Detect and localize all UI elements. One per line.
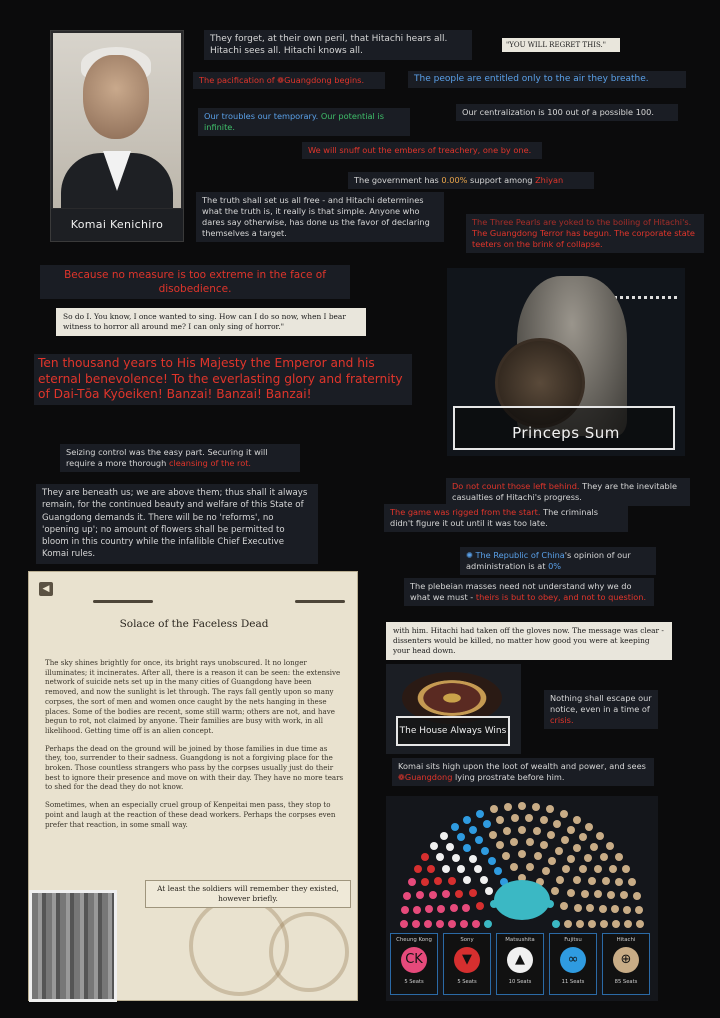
- parliament-seat: [490, 805, 498, 813]
- roc-flag-icon: ✺: [466, 550, 473, 560]
- guangdong-flag-icon: ❁: [277, 75, 285, 85]
- parliament-seat: [510, 838, 518, 846]
- parliament-seat: [484, 920, 492, 928]
- document-paragraph: Sometimes, when an especially cruel group of Kenpeitai men pass, they stop to point and laugh at the reaction of these dead workers. Perhaps the corpses even prefer that reaction, in some small way.: [45, 800, 336, 829]
- parliament-seat: [615, 878, 623, 886]
- parliament-seat: [553, 820, 561, 828]
- document-paragraph: Perhaps the dead on the ground will be joined by those families in due time as they, too, surrender to their sadness. Guangdong is not a forgiving place for the broken. Those countless strangers who pass by the corpses usually just do their best to ignore their presence and move on with their day. They have no more tears to shed for the dead they do not know.: [45, 743, 344, 792]
- tooltip-gloves-off: with him. Hitachi had taken off the gloves now. The message was clear - dissenters would be killed, no matter how good you were at keeping your head down.: [386, 622, 672, 660]
- parliament-seat: [437, 905, 445, 913]
- parliament-seat: [546, 805, 554, 813]
- tooltip-snuff-embers: We will snuff out the embers of treachery, one by one.: [302, 142, 542, 159]
- parliament-seat: [427, 865, 435, 873]
- document-quote: At least the soldiers will remember they existed, however briefly.: [145, 880, 351, 908]
- parliament-seat: [635, 906, 643, 914]
- parliament-seat: [594, 865, 602, 873]
- parliament-seat: [579, 833, 587, 841]
- parliament-seat: [481, 847, 489, 855]
- tooltip-air-they-breathe: The people are entitled only to the air they breathe.: [408, 71, 686, 88]
- tooltip-komai-loot: Komai sits high upon the loot of wealth and power, and sees ❁Guangdong lying prostrate before him.: [392, 758, 654, 786]
- parliament-seat: [609, 865, 617, 873]
- parliament-seat: [540, 841, 548, 849]
- parliament-seat: [446, 843, 454, 851]
- parliament-seat: [496, 816, 504, 824]
- parliament-seat: [532, 803, 540, 811]
- parliament-seat: [579, 865, 587, 873]
- parliament-seat: [623, 906, 631, 914]
- parliament-seat: [581, 890, 589, 898]
- parliament-seat: [400, 920, 408, 928]
- parliament-seat: [561, 836, 569, 844]
- house-caption: The House Always Wins: [396, 716, 510, 746]
- parliament-seat: [607, 891, 615, 899]
- parliament-seat: [503, 827, 511, 835]
- parliament-seat: [599, 905, 607, 913]
- event-document: [28, 571, 358, 1001]
- parliament-seat: [412, 920, 420, 928]
- parliament-seat: [615, 853, 623, 861]
- parliament-seat: [585, 823, 593, 831]
- parliament-seat: [555, 847, 563, 855]
- event-image-princeps-sum[interactable]: [447, 268, 685, 456]
- parliament-seat: [469, 855, 477, 863]
- event-image-house-wins[interactable]: [386, 664, 521, 754]
- parliament-seat: [463, 844, 471, 852]
- parliament-seat: [489, 831, 497, 839]
- party-card[interactable]: [496, 933, 544, 995]
- parliament-seat: [469, 826, 477, 834]
- tooltip-support-zhiyan: The government has 0.00% support among Zhiyan: [348, 172, 594, 189]
- parliament-seat: [457, 865, 465, 873]
- tooltip-left-behind: Do not count those left behind. They are the inevitable casualties of Hitachi's progress.: [446, 478, 690, 506]
- tooltip-beneath-us: They are beneath us; we are above them; thus shall it always remain, for the continued beauty and welfare of this State of Guangdong demands it. There will be no 'reforms', no 'opening up'; no amount of flowers shall be permitted to bloom in this country while the infallible Chief Executive Komai rules.: [36, 484, 318, 564]
- parliament-seat: [502, 852, 510, 860]
- parliament-seat: [534, 852, 542, 860]
- parliament-seat: [573, 816, 581, 824]
- parliament-seat: [448, 877, 456, 885]
- parliament-seat: [485, 887, 493, 895]
- parliament-seat: [442, 865, 450, 873]
- parliament-seat: [442, 890, 450, 898]
- parliament-seat: [476, 902, 484, 910]
- parliament-seat: [606, 842, 614, 850]
- party-card[interactable]: [390, 933, 438, 995]
- party-logo-icon: ⊕: [613, 947, 639, 973]
- parliament-seat: [547, 831, 555, 839]
- parliament-seat: [483, 820, 491, 828]
- parliament-seat: [633, 892, 641, 900]
- party-name: Cheung Kong: [396, 937, 432, 943]
- tooltip-troubles-temporary: Our troubles our temporary. Our potential is infinite.: [198, 108, 410, 136]
- parliament-seat: [430, 842, 438, 850]
- tooltip-hitachi-hears: They forget, at their own peril, that Hitachi hears all. Hitachi sees all. Hitachi knows all.: [204, 30, 472, 60]
- parliament-seat: [560, 902, 568, 910]
- party-seats: 85 Seats: [614, 979, 638, 985]
- parliament-seat: [463, 876, 471, 884]
- parliament-seat: [476, 810, 484, 818]
- parliament-seat: [611, 905, 619, 913]
- parliament-seat: [622, 865, 630, 873]
- party-logo-icon: CK: [401, 947, 427, 973]
- tooltip-rigged-game: The game was rigged from the start. The criminals didn't figure it out until it was too late.: [384, 504, 628, 532]
- tooltip-truth-free: The truth shall set us all free - and Hitachi determines what the truth is, it really is that simple. Anyone who dares say otherwise, has done us the favor of declaring themselves a target.: [196, 192, 444, 242]
- parliament-seat: [526, 863, 534, 871]
- parliament-seat: [518, 850, 526, 858]
- parliament-seat: [469, 889, 477, 897]
- parliament-seat: [416, 891, 424, 899]
- parliament-seat: [574, 904, 582, 912]
- parliament-seat: [414, 865, 422, 873]
- parliament-seat: [620, 891, 628, 899]
- parliament-seat: [590, 843, 598, 851]
- tooltip-sing-of-horror: So do I. You know, I once wanted to sing. How can I do so now, when I bear witness to horror all around me? I can only sing of horror.": [56, 308, 366, 336]
- parliament-seat: [408, 878, 416, 886]
- parliament-seat: [584, 854, 592, 862]
- parliament-seat: [586, 904, 594, 912]
- parliament-seat: [452, 854, 460, 862]
- parliament-seat: [567, 889, 575, 897]
- party-card[interactable]: [602, 933, 650, 995]
- party-name: Hitachi: [616, 937, 636, 943]
- party-name: Matsushita: [505, 937, 535, 943]
- leader-portrait[interactable]: [50, 30, 184, 242]
- parliament-seat: [525, 814, 533, 822]
- tooltip-seizing-control: Seizing control was the easy part. Securing it will require a more thorough cleansing of the rot.: [60, 444, 300, 472]
- statue-caption: Princeps Sum: [512, 424, 620, 442]
- parliament-seat: [542, 867, 550, 875]
- tooltip-centralization: Our centralization is 100 out of a possible 100.: [456, 104, 678, 121]
- parliament-seat: [403, 892, 411, 900]
- parliament-seat: [463, 816, 471, 824]
- coffee-stain: [269, 912, 349, 992]
- decor-bar: [295, 600, 345, 603]
- parliament-seat: [602, 877, 610, 885]
- parliament-seat: [576, 920, 584, 928]
- party-seats: 11 Seats: [561, 979, 585, 985]
- parliament-seat: [510, 863, 518, 871]
- parliament-seat: [628, 878, 636, 886]
- portrait-photo: [53, 33, 181, 208]
- parliament-seat: [588, 920, 596, 928]
- parliament-chart: [386, 796, 658, 1001]
- parliament-seat: [450, 904, 458, 912]
- tooltip-nothing-escape: Nothing shall escape our notice, even in a time of crisis.: [544, 690, 658, 729]
- party-card[interactable]: [443, 933, 491, 995]
- back-arrow-icon[interactable]: ◀: [39, 582, 53, 596]
- parliament-seat: [567, 826, 575, 834]
- tooltip-banzai: Ten thousand years to His Majesty the Emperor and his eternal benevolence! To the everlasting glory and fraternity of Dai-Tōa Kyōeiken! Banzai! Banzai! Banzai!: [34, 354, 412, 405]
- party-logo-icon: ▲: [507, 947, 533, 973]
- parliament-seat: [573, 876, 581, 884]
- parliament-seat: [518, 826, 526, 834]
- party-logo-icon: ▼: [454, 947, 480, 973]
- parliament-seat: [460, 920, 468, 928]
- parliament-seat: [540, 816, 548, 824]
- parliament-seat: [440, 832, 448, 840]
- party-seats: 10 Seats: [508, 979, 532, 985]
- document-paragraph: The sky shines brightly for once, its bright rays unobscured. It no longer illuminates; it incinerates. After all, there is a reason it can be seen: the extensive network of suicide nets set up in the many cities of Guangdong have been removed, and now the sunlight is let through. The rays fall gently upon so many corpses, the sort of men and women once caught by the nets hanging in these places. Some of the bodies are recent, some still warm; others are not, and have begun to rot, not claimed by anyone. Their families are busy with work, in all likelihood. Getting time off is an alien concept.: [45, 658, 341, 735]
- parliament-seat: [425, 905, 433, 913]
- parliament-seat: [436, 920, 444, 928]
- parliament-seat: [624, 920, 632, 928]
- parliament-seat: [475, 836, 483, 844]
- parliament-seat: [434, 877, 442, 885]
- parliament-seat: [494, 867, 502, 875]
- party-logo-icon: ∞: [560, 947, 586, 973]
- guangdong-flag-icon: ❁: [398, 772, 405, 782]
- parliament-seat: [472, 920, 480, 928]
- parliament-seat: [504, 803, 512, 811]
- tooltip-plebeian: The plebeian masses need not understand why we do what we must - theirs is but to obey, and not to question.: [404, 578, 654, 606]
- parliament-seat: [600, 920, 608, 928]
- parliament-seat: [455, 890, 463, 898]
- parliament-seat: [496, 841, 504, 849]
- parliament-seat: [462, 904, 470, 912]
- city-photo: [29, 890, 117, 1002]
- tooltip-roc-opinion: ✺ The Republic of China's opinion of our administration is at 0%: [460, 547, 656, 575]
- party-seats: 5 Seats: [404, 979, 424, 985]
- parliament-seat: [567, 855, 575, 863]
- tooltip-no-measure: Because no measure is too extreme in the face of disobedience.: [40, 265, 350, 299]
- parliament-seat: [551, 887, 559, 895]
- tooltip-regret: "YOU WILL REGRET THIS.": [502, 38, 620, 52]
- document-body: [45, 658, 345, 837]
- parliament-seat: [526, 838, 534, 846]
- hitachi-center-emblem: [494, 880, 550, 920]
- parliament-seat: [421, 878, 429, 886]
- parliament-seat: [451, 823, 459, 831]
- tooltip-three-pearls: The Three Pearls are yoked to the boiling of Hitachi's. The Guangdong Terror has begun. The corporate state teeters on the brink of collapse.: [466, 214, 704, 253]
- party-seats: 5 Seats: [457, 979, 477, 985]
- parliament-seat: [429, 891, 437, 899]
- parliament-seat: [401, 906, 409, 914]
- parliament-seat: [413, 906, 421, 914]
- parliament-seat: [564, 920, 572, 928]
- parliament-seat: [600, 853, 608, 861]
- parliament-seat: [511, 814, 519, 822]
- parliament-seat: [552, 920, 560, 928]
- parliament-seat: [533, 827, 541, 835]
- decor-bar: [93, 600, 153, 603]
- parliament-seat: [594, 890, 602, 898]
- parliament-seat: [424, 920, 432, 928]
- parliament-seat: [573, 844, 581, 852]
- parliament-seat: [562, 865, 570, 873]
- party-name: Sony: [460, 937, 474, 943]
- parliament-seat: [474, 865, 482, 873]
- party-card[interactable]: [549, 933, 597, 995]
- parliament-seat: [436, 853, 444, 861]
- leader-name: Komai Kenichiro: [51, 209, 183, 241]
- party-name: Fujitsu: [564, 937, 582, 943]
- parliament-seat: [556, 876, 564, 884]
- parliament-seat: [636, 920, 644, 928]
- parliament-seat: [457, 833, 465, 841]
- parliament-seat: [596, 832, 604, 840]
- parliament-seat: [480, 876, 488, 884]
- parliament-seat: [488, 857, 496, 865]
- parliament-seat: [588, 877, 596, 885]
- tooltip-pacification: The pacification of ❁Guangdong begins.: [193, 72, 385, 89]
- parliament-seat: [548, 857, 556, 865]
- document-title: Solace of the Faceless Dead: [119, 618, 269, 630]
- parliament-seat: [560, 810, 568, 818]
- parliament-seat: [518, 802, 526, 810]
- parliament-seat: [612, 920, 620, 928]
- portrait-face: [83, 55, 149, 139]
- parliament-seat: [421, 853, 429, 861]
- parliament-seat: [448, 920, 456, 928]
